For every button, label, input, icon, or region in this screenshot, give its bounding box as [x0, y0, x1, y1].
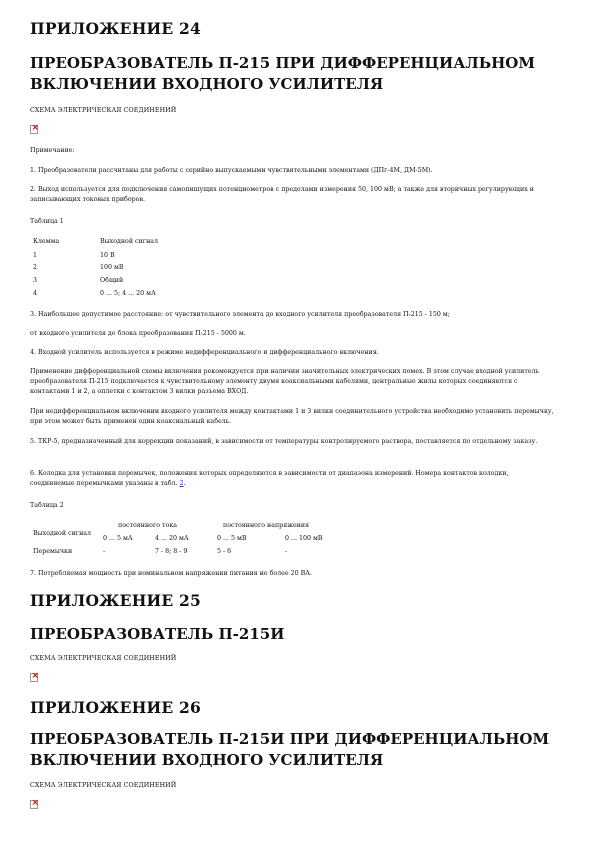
- table-2-link[interactable]: 2: [179, 480, 184, 487]
- note-6: [30, 469, 555, 489]
- note-4-non-differential: При недифференциальном включении входного усилителя между контактами 1 и 3 вилки соединительного устройства необходимо установить перемычку, при этом может быть применен один коаксиальный кабель.: [30, 408, 554, 425]
- note-4: 4. Входной усилитель используется в режиме недифференциального и дифференциального включения.: [30, 349, 379, 356]
- table-2-jumper: 5 - 6: [217, 548, 232, 555]
- table-row-signal: 100 мВ: [100, 264, 124, 271]
- note-3-continued: от входного усилителя до блока преобразования П-215 - 5000 м.: [30, 330, 246, 337]
- note-1: 1. Преобразователи рассчитаны для работы с серийно выпускаемыми чувствительными элементами (ДПг-4М, ДМ-5М).: [30, 167, 433, 174]
- note-6-end: .: [183, 480, 186, 487]
- table-2-group-current: постоянного тока: [118, 522, 178, 529]
- table-2-signal: 0 ... 5 мА: [103, 535, 133, 542]
- notes-title: Примечание:: [30, 147, 75, 154]
- table-row-terminal: 1: [33, 252, 38, 259]
- table-1-title: Таблица 1: [30, 218, 64, 225]
- note-2: 2. Выход используется для подключения самопишущих потенциометров с пределами измерения 50, 100 мВ; а также для вторичных регулирующих и записывающих токовых приборов.: [30, 186, 534, 203]
- note-7: 7. Потребляемая мощность при номинальном напряжении питания не более 20 ВА.: [30, 570, 313, 577]
- table-row-terminal: 3: [33, 277, 38, 284]
- appendix-26-heading: ПРЕОБРАЗОВАТЕЛЬ П-215И ПРИ ДИФФЕРЕНЦИАЛЬНОМ ВКЛЮЧЕНИИ ВХОДНОГО УСИЛИТЕЛЯ: [30, 730, 550, 769]
- table-2-jumper: -: [103, 548, 106, 555]
- appendix-24-heading: ПРЕОБРАЗОВАТЕЛЬ П-215 ПРИ ДИФФЕРЕНЦИАЛЬНОМ ВКЛЮЧЕНИИ ВХОДНОГО УСИЛИТЕЛЯ: [30, 54, 535, 93]
- note-6-text: 6. Колодка для установки перемычек, положения которых определяются в зависимости от диапазона измерений. Номера контактов колодки, соединяемые перемычками указаны в табл.: [30, 470, 509, 487]
- appendix-24-scheme-caption: СХЕМА ЭЛЕКТРИЧЕСКАЯ СОЕДИНЕНИЙ: [30, 107, 177, 114]
- table-2-row-header-jumpers: Перемычки: [33, 548, 73, 555]
- appendix-25-scheme-caption: СХЕМА ЭЛЕКТРИЧЕСКАЯ СОЕДИНЕНИЙ: [30, 655, 177, 662]
- note-5: 5. ТКР-5, предназначенный для коррекции показаний, в зависимости от температуры контролируемого раствора, поставляется по отдельному заказу.: [30, 438, 538, 445]
- table-1-header-terminal: Клемма: [33, 238, 60, 245]
- appendix-26-title: ПРИЛОЖЕНИЕ 26: [30, 698, 201, 717]
- appendix-24-title: ПРИЛОЖЕНИЕ 24: [30, 19, 201, 38]
- note-4-differential: Применение дифференциальной схемы включения рекомендуется при наличии значительных электрических помех. В этом случае входной усилитель преобразователя П-215 подключается к чувствительному элементу двумя коаксиальными кабелями, центральные жилы которых соединяются с контактами 1 и 2, а оплетки с контактом 3 вилки разъема ВХОД.: [30, 368, 540, 395]
- table-2-row-header-signal: Выходной сигнал: [33, 530, 92, 537]
- table-2-jumper: 7 - 8; 8 - 9: [155, 548, 188, 555]
- appendix-25-heading: ПРЕОБРАЗОВАТЕЛЬ П-215И: [30, 625, 285, 643]
- table-2-signal: 4 ... 20 мА: [155, 535, 189, 542]
- table-2-signal: 0 ... 100 мВ: [285, 535, 323, 542]
- table-2-signal: 0 ... 5 мВ: [217, 535, 247, 542]
- table-2-title: Таблица 2: [30, 502, 64, 509]
- table-row-signal: 10 В: [100, 252, 115, 259]
- table-2-jumper: -: [285, 548, 288, 555]
- table-2-group-voltage: постоянного напряжения: [223, 522, 310, 529]
- broken-image-icon: [30, 125, 38, 134]
- table-row-terminal: 4: [33, 290, 38, 297]
- table-row-signal: Общий: [100, 277, 124, 284]
- note-3: 3. Наибольшее допустимое расстояние: от чувствительного элемента до входного усилителя преобразователя П-215 - 150 м;: [30, 311, 450, 318]
- table-row-terminal: 2: [33, 264, 38, 271]
- table-row-signal: 0 ... 5; 4 ... 20 мА: [100, 290, 156, 297]
- appendix-25-title: ПРИЛОЖЕНИЕ 25: [30, 591, 201, 610]
- appendix-26-scheme-caption: СХЕМА ЭЛЕКТРИЧЕСКАЯ СОЕДИНЕНИЙ: [30, 782, 177, 789]
- table-1-header-signal: Выходной сигнал: [100, 238, 159, 245]
- broken-image-icon: [30, 800, 38, 809]
- broken-image-icon: [30, 673, 38, 682]
